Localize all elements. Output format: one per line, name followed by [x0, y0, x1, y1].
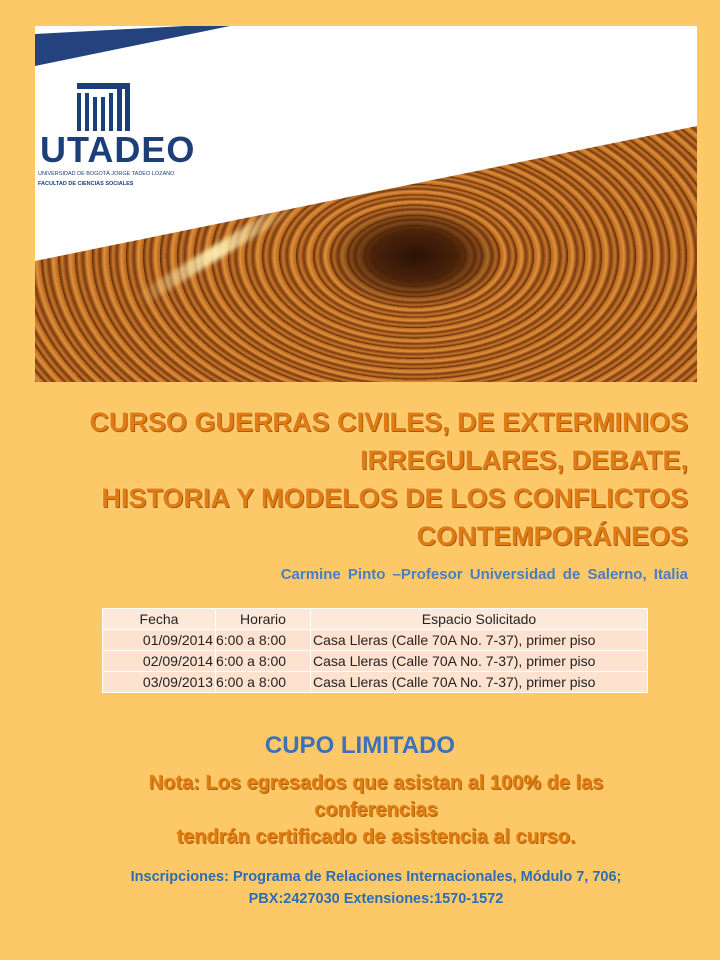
white-diagonal-panel	[35, 26, 697, 382]
header-espacio: Espacio Solicitado	[311, 609, 648, 630]
cell-date: 01/09/2014	[103, 630, 216, 651]
nota-line: tendrán certificado de asistencia al curso.	[176, 826, 576, 848]
cell-date: 03/09/2013	[103, 672, 216, 693]
logo-university-name: UNIVERSIDAD DE BOGOTÁ JORGE TADEO LOZANO	[38, 171, 175, 177]
header-horario: Horario	[216, 609, 311, 630]
nota-line: conferencias	[314, 799, 438, 821]
schedule-table	[102, 608, 648, 693]
table-row	[103, 651, 648, 672]
cupo-limitado-heading: CUPO LIMITADO	[264, 732, 456, 759]
title-line: HISTORIA Y MODELOS DE LOS CONFLICTOS	[101, 483, 688, 513]
table-row	[103, 672, 648, 693]
cell-time: 6:00 a 8:00	[216, 651, 311, 672]
cell-place: Casa Lleras (Calle 70A No. 7-37), primer piso	[311, 651, 648, 672]
cell-place: Casa Lleras (Calle 70A No. 7-37), primer piso	[311, 630, 648, 651]
table-row	[103, 630, 648, 651]
logo-emblem-icon	[75, 81, 145, 133]
speaker-line: Carmine Pinto –Profesor Universidad de Salerno, Italia	[280, 566, 688, 583]
cell-time: 6:00 a 8:00	[216, 630, 311, 651]
header-banner	[35, 26, 697, 382]
logo-faculty-name: FACULTAD DE CIENCIAS SOCIALES	[38, 181, 134, 187]
inscripciones-line: Inscripciones: Programa de Relaciones Internacionales, Módulo 7, 706;	[130, 869, 622, 885]
contact-line: PBX:2427030 Extensiones:1570-1572	[248, 891, 504, 907]
logo-wordmark: UTADEO	[40, 129, 196, 170]
title-line: CONTEMPORÁNEOS	[416, 521, 688, 551]
header-fecha: Fecha	[103, 609, 216, 630]
title-line: IRREGULARES, DEBATE,	[359, 445, 688, 475]
inscripciones-info	[0, 866, 720, 910]
title-line: CURSO GUERRAS CIVILES, DE EXTERMINIOS	[89, 407, 688, 437]
utadeo-logo	[35, 81, 235, 201]
cell-date: 02/09/2014	[103, 651, 216, 672]
cell-time: 6:00 a 8:00	[216, 672, 311, 693]
nota-line: Nota: Los egresados que asistan al 100% de las	[148, 772, 604, 794]
course-title	[48, 403, 688, 555]
nota-text	[0, 770, 720, 851]
table-header-row	[103, 609, 648, 630]
cell-place: Casa Lleras (Calle 70A No. 7-37), primer piso	[311, 672, 648, 693]
